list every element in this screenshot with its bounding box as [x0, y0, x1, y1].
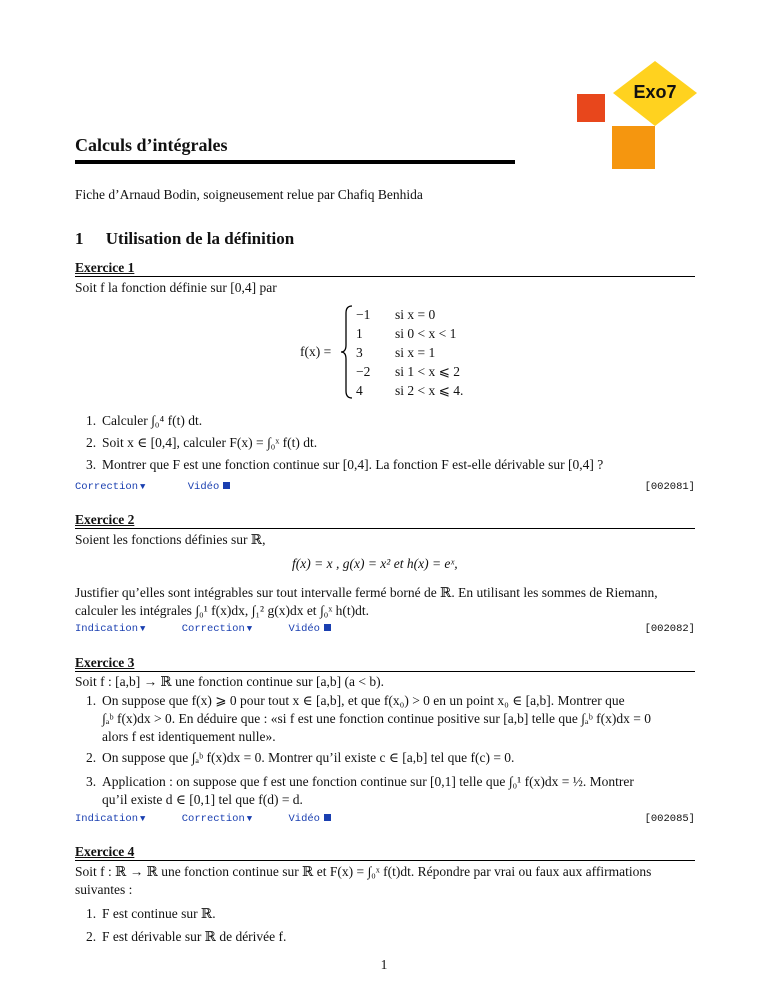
correction-link[interactable]: Correction ▼	[75, 481, 146, 493]
exercise-2-formula: f(x) = x , g(x) = x² et h(x) = eˣ,	[292, 556, 458, 571]
list-item: 3. Montrer que F est une fonction continue sur [0,4]. La fonction F est-elle dérivable sur [0,4] ?	[86, 457, 604, 472]
list-item-continuation: alors f est identiquement nulle».	[102, 729, 276, 744]
list-item: 1. F est continue sur ℝ.	[86, 906, 216, 921]
exercise-4-intro: Soit f : ℝ → ℝ une fonction continue sur ℝ et F(x) = ∫₀ˣ f(t)dt. Répondre par vrai ou faux aux affirmations	[75, 864, 652, 879]
video-link[interactable]: Vidéo	[288, 623, 331, 635]
exercise-2-title: Exercice 2	[75, 512, 135, 527]
exercise-code: [002082]	[644, 623, 695, 635]
byline: Fiche d’Arnaud Bodin, soigneusement relue par Chafiq Benhida	[75, 187, 423, 202]
exercise-2-paragraph: calculer les intégrales ∫₀¹ f(x)dx, ∫₁² g(x)dx et ∫₀ˣ h(t)dt.	[75, 603, 369, 618]
exercise-code: [002081]	[644, 481, 695, 493]
exo7-logo	[570, 60, 720, 180]
video-link[interactable]: Vidéo	[288, 813, 331, 825]
logo-orange-square	[612, 126, 655, 169]
list-item: 2. F est dérivable sur ℝ de dérivée f.	[86, 929, 287, 944]
exercise-1-intro: Soit f la fonction définie sur [0,4] par	[75, 280, 277, 295]
piece-condition: si 1 < x ⩽ 2	[395, 364, 461, 379]
exercise-1-title: Exercice 1	[75, 260, 135, 275]
piece-condition: si 0 < x < 1	[395, 326, 457, 341]
section-heading	[75, 228, 294, 250]
exercise-code: [002085]	[644, 813, 695, 825]
piecewise-function	[300, 305, 520, 400]
piece-condition: si 2 < x ⩽ 4.	[395, 383, 464, 398]
function-label: f(x) =	[300, 344, 332, 359]
exercise-2-paragraph: Justifier qu’elles sont intégrables sur tout intervalle fermé borné de ℝ. En utilisant les sommes de Riemann,	[75, 585, 658, 600]
list-item: 1. On suppose que f(x) ⩾ 0 pour tout x ∈ [a,b], et que f(x₀) > 0 en un point x₀ ∈ [a,b]. Montrer que	[86, 693, 625, 708]
list-item-continuation: ∫ₐᵇ f(x)dx > 0. En déduire que : «si f est une fonction continue positive sur [a,b] telle que ∫ₐᵇ f(x)dx = 0	[102, 711, 651, 726]
list-item: 3. Application : on suppose que f est une fonction continue sur [0,1] telle que ∫₀¹ f(x)dx = ½. Montrer	[86, 774, 634, 789]
indication-link[interactable]: Indication ▼	[75, 813, 146, 825]
exercise-1-links	[75, 478, 695, 496]
list-item: 2. Soit x ∈ [0,4], calculer F(x) = ∫₀ˣ f(t) dt.	[86, 435, 318, 450]
correction-link[interactable]: Correction ▼	[181, 813, 253, 825]
exercise-4-rule	[75, 860, 695, 861]
page-title: Calculs d’intégrales	[75, 135, 228, 155]
exercise-3-title: Exercice 3	[75, 655, 135, 670]
section-number: 1	[75, 229, 84, 248]
piece-row: 4	[356, 383, 363, 398]
piece-condition: si x = 0	[395, 307, 436, 322]
video-link[interactable]: Vidéo	[188, 481, 231, 493]
exercise-3-links	[75, 810, 695, 828]
indication-link[interactable]: Indication ▼	[75, 623, 146, 635]
piece-condition: si x = 1	[395, 345, 436, 360]
exercise-1-rule	[75, 276, 695, 277]
left-brace	[340, 305, 354, 399]
logo-text: Exo7	[633, 82, 677, 102]
exercise-2-links	[75, 620, 695, 638]
exercise-2-rule	[75, 528, 695, 529]
logo-red-square	[577, 94, 605, 122]
exercise-2-intro: Soient les fonctions définies sur ℝ,	[75, 532, 266, 547]
title-rule	[75, 160, 515, 164]
correction-link[interactable]: Correction ▼	[181, 623, 253, 635]
list-item-continuation: qu’il existe d ∈ [0,1] tel que f(d) = d.	[102, 792, 303, 807]
piece-row: −2	[356, 364, 371, 379]
piece-row: 3	[356, 345, 363, 360]
logo-shapes	[570, 60, 720, 180]
exercise-4-title: Exercice 4	[75, 844, 135, 859]
exercise-4-intro: suivantes :	[75, 882, 133, 897]
piece-row: 1	[356, 326, 363, 341]
list-item: 1. Calculer ∫₀⁴ f(t) dt.	[86, 413, 203, 428]
piece-row: −1	[356, 307, 371, 322]
page-number: 1	[380, 957, 388, 972]
exercise-3-intro: Soit f : [a,b] → ℝ une fonction continue sur [a,b] (a < b).	[75, 674, 385, 689]
exercise-3-rule	[75, 671, 695, 672]
list-item: 2. On suppose que ∫ₐᵇ f(x)dx = 0. Montrer qu’il existe c ∈ [a,b] tel que f(c) = 0.	[86, 750, 515, 765]
section-title: Utilisation de la définition	[105, 229, 295, 248]
